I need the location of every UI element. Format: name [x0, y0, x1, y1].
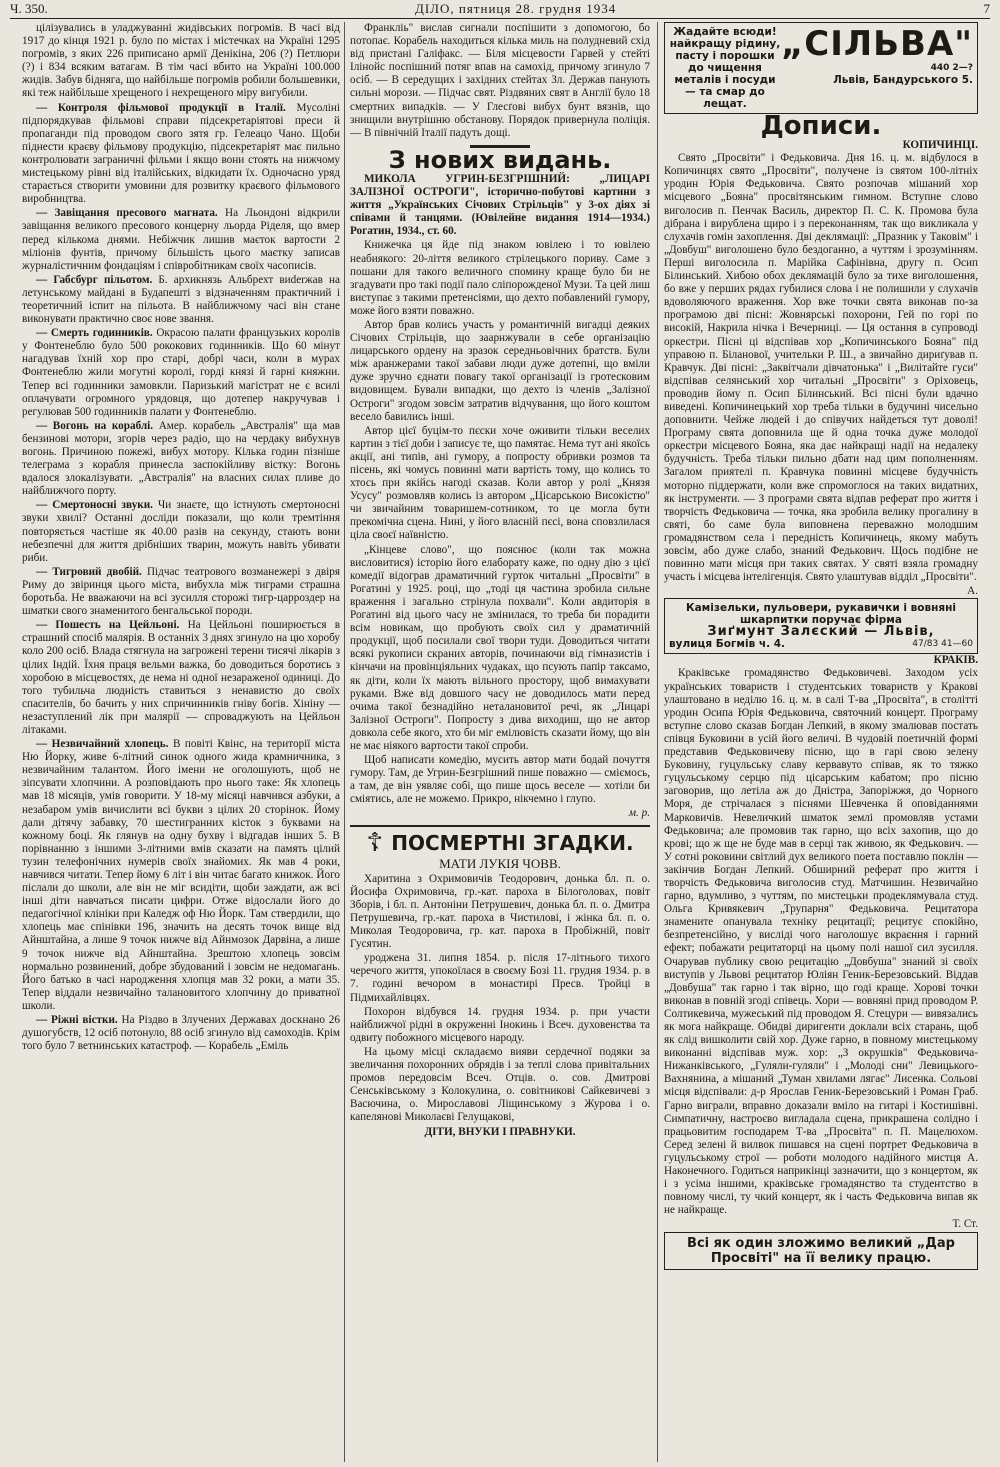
obituary-paragraph: уроджена 31. липня 1854. р. після 17-літнього тихого черечого життя, упокоїлася в своєму Бозі 11. грудня 1934. р. в 7. годині вечором в монастирі Пресв. Тройці в Підмихайлівцях. [350, 952, 650, 1004]
review-paragraph: Книжечка ця йде під знаком ювілею і то ювілею неабиякого: 20-ліття великого стрілецького пориву. Саме з пошани для такого величного спомину краще було би не згадувати про такі події пало сліпорожденої Музи. Та цей лиш виступає з такими претенсіями, що дехто побавленийі гумору, може його взяти поважно. [350, 239, 650, 317]
news-brief-headline: — Пошесть на Цейльоні. [36, 619, 180, 632]
news-brief-headline: — Вогонь на кораблі. [36, 419, 154, 432]
news-brief-text: Підчас театрового возманежері з двіря Риму до звіринця цього міста, вибухла між тиграми страшна боротьба. Не вважаючи на всі зусилля сторожі тигр-царроздер на шматки свого знаменитого бенгальської породи. [22, 565, 340, 618]
news-brief-text: Мусоліні підпорядкував фільмові справи підсекретаріятові преси й пропаганди під проводом свого зятя гр. Гелеацо Чано. Щоби піднести краєву фільмову продукцію, підсекретаріят має пильно контролювати заграничні фільми і якщо вони стоять на нижчому мистецькому рівні від італійських, відкидати їх. Одночасно уряд старається створити умовини для розвитку краєвого фільмового виробництва. [22, 101, 340, 206]
issue-number: Ч. 350. [10, 1, 48, 16]
section-heading-new-publications: З нових видань. [388, 145, 612, 174]
review-paragraph: Щоб написати комедію, мусить автор мати бодай почуття гумору. Там, де Угрин-Безгрішний пише поважно — сміємось, а там, де він уявляє собі, що пише щось веселе — хотіли би сміятись, але не можемо. Прикро, нікчемно і глупо. [350, 754, 650, 806]
orthodox-cross-icon: ☦ [366, 827, 384, 857]
news-brief [22, 207, 340, 272]
news-brief [22, 274, 340, 326]
column-reviews-obituary [350, 22, 650, 1462]
newspaper-title-date: ДІЛО, пятниця 28. грудня 1934 [414, 1, 617, 16]
obituary-signature: ДІТИ, ВНУКИ І ПРАВНУКИ. [424, 1125, 576, 1138]
obituary-body [350, 873, 650, 1125]
knitwear-ad-address: вулиця Богмів ч. 4. [669, 638, 786, 651]
divider [350, 825, 650, 827]
news-brief-headline: — Смерть годинників. [36, 327, 153, 340]
page-number: 7 [983, 1, 990, 16]
news-continuation: Франкліь" вислав сигнали поспішити з допомогою, бо потопає. Корабель находиться кілька миль на полудневий схід від пристані Галіфакс. — Біля місцевости Гарвей у стейті Ілінойс поспішний потяг впав на самохід, причому згинуло 7 осіб. — В середущих і західних стейтах Зл. Держав панують сильні морози. — Підчас свят. Різдвяних свят в Англії було 18 смертних випадків. — У Глесґові вибух бунт вязнів, що знищили внутрішню обстанову. Порядок привернула поліція. — В північній Італії падуть дощі. [350, 22, 650, 139]
news-brief-headline: — Контроля фільмової продукції в Італії. [36, 101, 286, 114]
dateline-kopychyntsi: КОПИЧИНЦІ. [902, 139, 978, 152]
news-brief-text: На Цейльоні поширюється в страшний спосіб малярія. В останніх 3 днях згинуло на цю хоробу коло 200 осіб. Влада стягнула на загрожені терени тисячі лікарів з цілих Індій. Їхня праця вельми важка, бо доводиться боротись з хоробою в місцевостях, де нема ні одної незараженої одиниці. До того тубильча людність ставиться з ненавистю до своїх спасителів, бо бачить у них спричинників гніву богів. Хініну — незаступлений лік при малярії — спроваджують на Цейльон літаками. [22, 619, 340, 736]
obituary-heading: ПОСМЕРТНІ ЗГАДКИ. [391, 830, 634, 855]
column-news-briefs [22, 22, 340, 1462]
news-brief-text: В повіті Квінс, на території міста Ню Йорку, живе 6-літний синок одного жида крамничника, з незвичайним талантом. Його імени не оголошують, щоб не зіпсувати хлопчини. А розповідають про нього таке: Як хлопець мав 18 місяців, умів говорити. У 18-му місяці навчився азбуки, а незабаром умів вичислити всі букви з цілих 20 сторінок. Йому дали дітячу забавку, 70 шестигранних кісток з буквами на кожному боці. Як глянув на одну бухву і відгадав інших 5. В порівнанню з іншими 3-літними вмів сказати на память цілий тузин телефонічних нумерів своїх знайомих. Як мав 4 роки, навчився читати. Тепер йому 6 літ і він читає багато книжок. Його післали до школи, але він не міг всидіти, щоби заждати, аж всі інші діти навчаться писати цифри. Отже відослали його до педагогічної клініки при Каледж оф Ню Йорк. Там ствердили, що хлопець має спінівки 196, значить на десять точок вище від Айнштайна, а лише 9 точок нижче від Айнмозок Дарвіна, а лише 9 точок нижче від Айнштайна. Зрештою хлопець зовсім нормально розвинений, добре збудований і зовсім не недомагань. Його батько в часі народження хлопця мав 32 роки, а мати 35. Тепер віддали незвичайно талановитого хлопчину до приватної школи. [22, 738, 340, 1012]
obituary-paragraph: Харитина з Охримовичів Теодорович, донька бл. п. о. Йосифа Охримовича, гр.-кат. пароха в Білоголовах, повіт Зборів, і бл. п. Антоніни Петрушевич, донька бл. п. о. Дмитра Петрушевича, гр.-кат. пароха в Чистилові, і жінка бл. п. о. Миколая Теодоровича, гр. кат. пароха в Пробіжній, повіт Гусятин. [350, 872, 650, 951]
knitwear-ad-firm: Зиґмунт Залєский — Львів, [707, 624, 935, 640]
review-signature: м. р. [628, 807, 650, 820]
review-body [350, 239, 650, 806]
news-brief-text: На Різдво в Злучених Державах доскнано 26 душогубств, 12 осіб потонуло, 88 осіб згинуло від самоходів. Крім того було 7 ветнинських катастроф. — Корабель „Еміль [22, 1014, 340, 1053]
silva-ad-text: найкращу рідину, пасту і порошки до чищення металів і посуди — та смар до лещат. [669, 38, 781, 110]
news-brief-headline: — Смертоносні звуки. [36, 499, 153, 512]
krakiv-signature: Т. Ст. [952, 1218, 978, 1231]
news-brief [22, 327, 340, 419]
column-correspondence [664, 22, 978, 1462]
krakiv-report: Краківське громадянство Федьковичеві. Заходом усіх українських товариств і студентських товариств у Кракові улаштовано в неділю 16. ц. м. в салі Т-ва „Просвіта", в столітті уродин Осипа Юрія Федьковича, святочний концерт. Програму вступне слово сказав Богдан Лепкий, в якому змалював постать співця Буковини в усій його величі. В чудовій поетичній формі представив Федьковичеву пісню, що в гарі свою зелену Буковину, гуцульську славу кервавуто співав, як то тяжко гуцульському серцю під цісарським кабатом; про пісню заговорив, що летіла аж до Дністра, Запоріжжя, до Чорного Моря, де стрічалася з піснями Шевченка й оповіданнями Марковичів. Невеличкий шматок землі промовляв устами Федьковича; але промовив так гарно, що всіх захопив, що до крові; що ж ще не буде мав в серці так живою, як Федькович. — У сотні роковини світлий дух великого поета поставлю поклін — закінчив Богдан Лепкий. Обширний реферат про життя і творчість Федьковича виголосив студ. Матчишин. Незвичайно гарно, вдумливо, з чуттям, по мистецьки продеклямувала студ. Ольга Кривякевич „Трупарня" Федьковича. Рецитатора знамените опанувала техніку рецитації; рецитує спокійно, безпретенсійно, у висліді чого наголошує вкраєння і гарний ефект; побажати рецитаторці на цьому полі нашої сил зусилля. Очарував публику свою рецитацію „Довбуша" знаний зі своїх виступів у Львові рецитатор Юліян Геник-Березовський. Віддав „Довбуша" так гарно і так вірно, що годі краще. Хорові точки виконав в повній згоді співець. Хори — вовняні прид проводом Р. Солтикевича, мужеський під проводом Я. Стецури — вивязались як мога найкраще. Обидві диригенти доклали всіх старань, щоб як слід вишколити свій хор. Дуже гарно, в повному мистецькому виконанні відспівав муж. хор: „З окрушків" Федьковича-Нижанківського, „Гуляли-гуляли" і „Молоді сни" Левицького-Вахнянина, а мішаний „Туман хвилами лягає" Лисенка. Сольові місця відспівали: д-р Ярослав Геник-Березовський і Роман Граб. Гарно виграли, вправно доказали вміло на гитарі і Костишівні. Симпатичну, настроєво вигладала сцена, прикрашена солідно і працьовитим господарем Т-ва „Просвіта" п. П. Мацелюхом. Серед зелені й вилвок пишався на сцені портрет Федьковича в гуцульському строї — роботи молодого надійного мистця А. Наконечного. Годиться наприкінці зазначити, що з концертом, як і з усіма іншими, краківське громадянство та студентство в повному числі, ту чкий концерт, як і часть Федьковича випав як не найкраще. [664, 667, 978, 1217]
knitwear-ad-code: 47/83 41—60 [912, 639, 973, 650]
kopychyntsi-report: Свято „Просвіти" і Федьковича. Дня 16. ц. м. відбулося в Копичинцях свято „Просвіти", получене із святом 100-літніх уродин Юрія Федьковича. Свято розпочав мішаний хор місцевого „Бояна" просвітянським гимном. Вступне слово виголосив п. Пенчак Василь, директор П. С. К. Промова була дібрана і вирублена щиро і з переконанням, так що викликала у слухачів гомін захоплення. Дві деклямації: „Празник у Таковім" і „Довбуш" виголошено було бездоганно, а чуттям і зрозумінням. Перші виголосила п. Марійка Сафінівна, другу п. Осип Білинський. Хибою обох деклямацій було за тихе виголошення, бо вже у перших рядах губилися слова і не полишили у слухачів вдоволяючого враження. Хор вже точки свята виконав по-за програмою дві пісні: Жовнярські похорони, Гей по горі по високій, Накрила нічка і Вечерниці. — Ця остання в супроводі оркестри. Пісні ці відспівав хор „Копичинського Бояна" під управою п. Біланової, учительки Р. Ш., а звичайно дириґував п. Кравчук. Дві пісні: „Заквітчали дівчатонька" і „Вилітайте гуси" відспівав селянський хор читальні „Просвіти" з Оріховець, проводив йому п. Осип Білинський. Всі пісні були вдачно виведені. Копичинецький хор треба тільки в будучині чисельно доповнити. Чейже людей і до співучих найдеться тут доволі! Програму свята доповнила ще й одна точка дуже молодої оркестри місцевого Бояна, яка дає найкращі надії на недалеку будучність. Треба тільки пильно дбати над цим пополненням. Загалом приятелі п. Кравчука повинні місцеве будучність моторно піддержати, коли вже спромоглося на таких видатних, як інструменти. — З програми свята відпав реферат про життя і творчість Федьковича — точка, яка зробила велику прогалину в святі, бо саме була виповнена переважно молодшим громадянством села і передність Копичинець, якому мабуть зовсім, або дуже слабо, знаний Федькович. Щось подібне не повинно мати місця при таких святах. У святі взяла громадну участь і місцева інтелігенція. Свято улаштував відділ „Просвіти". [664, 152, 978, 584]
obituary-header [350, 827, 650, 857]
silva-brand: „СІЛЬВА" [780, 24, 973, 64]
news-brief [22, 420, 340, 499]
column-rule [344, 22, 345, 1462]
obituary-subheading: МАТИ ЛУКІЯ ЧОВВ. [439, 855, 561, 871]
knitwear-advertisement [664, 598, 978, 654]
silva-address: Львів, Бандурського 5. [833, 74, 973, 86]
dateline-krakiv: КРАКІВ. [933, 654, 978, 667]
news-brief [22, 566, 340, 618]
knitwear-ad-line1: Камізельки, пульовери, рукавички і вовняні шкарпитки поручає фірма [686, 602, 956, 627]
news-brief-text: Окрасою палати французьких королів у Фонтенеблю було 500 рококових годинників. Що 60 мінут нагадував їхній хор про старі, добрі часи, коли в мурах Фонтенеблю жили могутні королі, горді князі й гарні княжни. Тепер всі годинники замовкли. Паризький магістрат не є всилі оплачувати огромного урядовця, що дотепер накручував і регулював 500 годинників палати у Фонтенеблю. [22, 327, 340, 418]
news-brief-headline: — Ріжні вістки. [36, 1014, 118, 1027]
prosvita-appeal: Всі як один зложимо великий „Дар Просвіті" на її велику працю. [664, 1232, 978, 1270]
news-brief-text: Б. архикнязь Альбрехт виderжав на летунському майдані в Будапешті з відзначенням практичний і теоретичний іспит на пільота. В найближчому часі він стане виконувати практично своє нове звання. [22, 273, 340, 326]
news-brief [22, 499, 340, 564]
news-brief-headline: — Тигровий двобій. [36, 565, 142, 578]
news-brief [22, 22, 340, 101]
kopychyntsi-signature: А. [967, 585, 978, 598]
news-brief-text: Чи знаєте, що істнують смертоносні звуки хвилі? Останні досліди показали, що коли тремтіння повторяється частіше як 40.00 разів на секунду, стають вони небезпечні для життя дрібніших тварин, можуть навіть убивати риби. [22, 499, 340, 564]
news-brief-headline: — Завіщання пресового магната. [36, 207, 218, 220]
masthead-strip [10, 0, 990, 19]
review-paragraph: „Кінцеве слово", що пояснює (коли так можна висловитися) історію його елаборату каже, по одну дію з цієї комедії відограв драматичний гурток читальні „Просвіти" в Рогатині у 1925. році, що „тоді ця частина зробила сильне враження і загально стрінула похвали". Коли авдиторія в Рогатині від цього часу не змінилася, то треба би порадити всім новикам, що пробують своїх сил у драматичній продукції, щоб посилали свої твори туди. Доводиться читати всякі рукописи скраних авторів, починаючи від гімназистів і кінчачи на провінціяльних чудаках, що псують папір таксамо, як діти, коли їх мають вільного простору, щоб вимахувати руками. Вже від довшого часу не доводилось мати перед очима такої безнадійно неталановитої речі, як „Лицарі Залізної Остроги". Попросту з дива виходиш, що не автор довкола себе якого, хто би міг емілювість сказати йому, що він не має ніякого вартости такої спроби. [350, 543, 650, 752]
news-brief-text: На Льондоні відкрили завіщання великого пресового концерну льорда Рiделя, що вмер перед кількома днями. Небіжчик лишив маєток вартости 2 мілiонів фунтів, причому більшість цього маєтку записав журналістичним фондаціям і співробітникам своїх часописів. [22, 207, 340, 272]
news-brief [22, 738, 340, 1013]
news-brief [22, 619, 340, 737]
review-paragraph: Автор брав колись участь у романтичній вигадці деяких Січових Стрільців, що заарнжували в себе організацію лицарського ордену на зразок середньовічних братств. Були між аранжерами такої забави люди дуже дотепні, що вміли дуже зручно єднати повагу такої організації із гротесковим видовищем. Бували випадки, що дехто із членів „Залізної Остроги" згодом зовсім затратив відчування, що його коштом весело бавились інші. [350, 318, 650, 423]
column-rule [657, 22, 658, 1462]
silva-advertisement [664, 22, 978, 114]
section-heading-correspondence: Дописи. [760, 111, 882, 141]
news-brief-headline: — Незвичайний хлопець. [36, 738, 169, 751]
news-brief [22, 1014, 340, 1053]
obituary-paragraph: Похорон відбувся 14. грудня 1934. р. при участи найближчої рідні в окруженні Інокинь і Всеч. духовенства та одвиту побожного місцевого народу. [350, 1005, 650, 1044]
news-brief-text: цілізувались в уладжуванні жидівських погромів. В часі від 1917 до кінця 1921 р. було по містах і містечках на Україні 1295 погромів, з яких 226 приписано армії Денікіна, 206 (?) Петлюри (?) і 834 всяким ватагам. В тім часі вбито на Україні 100.000 жидів. Забув бідняга, що найбільше погромів робили большевики, які теж найбільше хрещеного і нехрещеного міру вигубили. [22, 22, 340, 100]
review-paragraph: Автор цієї буцім-то пєски хоче оживити тільки веселих картин з тієї доби і записує те, що памятає. Нема тут ані якоїсь акції, ані типів, ані гумору, а попросту обривки розмов та пісень, які чомусь повинні мати вартість тому, що колись то хтось при якійсь нагоді сказав. Коли автор у ролі „Князя Усусу" розмовляв колись із автором „Цісарською Високістю" чи звичайним товаришем-сотником, то це могла бути прекомічна сцена. Нині, у його власній пєсі, вона сповзлилася ціла своєї наївністю. [350, 424, 650, 542]
news-brief-text: Амер. корабель „Австралія" ща мав бензинові мотори, згорів через радіо, що на чердаку вибухнув вогонь. Причиною пожежі, вибух мотору. Кілька годин пізніше телеграма з корабля принесла заспокійливу вістку: Вогонь вдалося злокалізувати. „Австралія" на власних силах пливе до найближчого порту. [22, 419, 340, 498]
book-citation: МИКОЛА УГРИН-БЕЗГРІШНИЙ: „ЛИЦАРІ ЗАЛІЗНОЇ ОСТРОГИ", історично-побутові картини з життя „Українських Січових Стрільців" у 3-ох діях зі співами й танцями. (Ювілейне видання 1914—1934.) Рогатин, 1934., ст. 60. [350, 172, 650, 238]
silva-ad-code: 440 2—? [930, 63, 973, 73]
news-brief [22, 102, 340, 207]
obituary-paragraph: На цьому місці складаємо вияви сердечної подяки за звеличання похоронних обрядів і за теплі слова привітальних промов передовсім Всеч. Отців. о. сов. Дмитрові Сенськівському з Колокулина, о. совітникові Сайкевичеві з Васючина, о. Мирославові Ліщинському з Журова і о. капелянові Миколаєві Гелущакові, [350, 1045, 650, 1124]
silva-ad-line1: Жадайте всюди! [673, 26, 777, 38]
news-brief-headline: — Габсбург пільотом. [36, 273, 153, 286]
